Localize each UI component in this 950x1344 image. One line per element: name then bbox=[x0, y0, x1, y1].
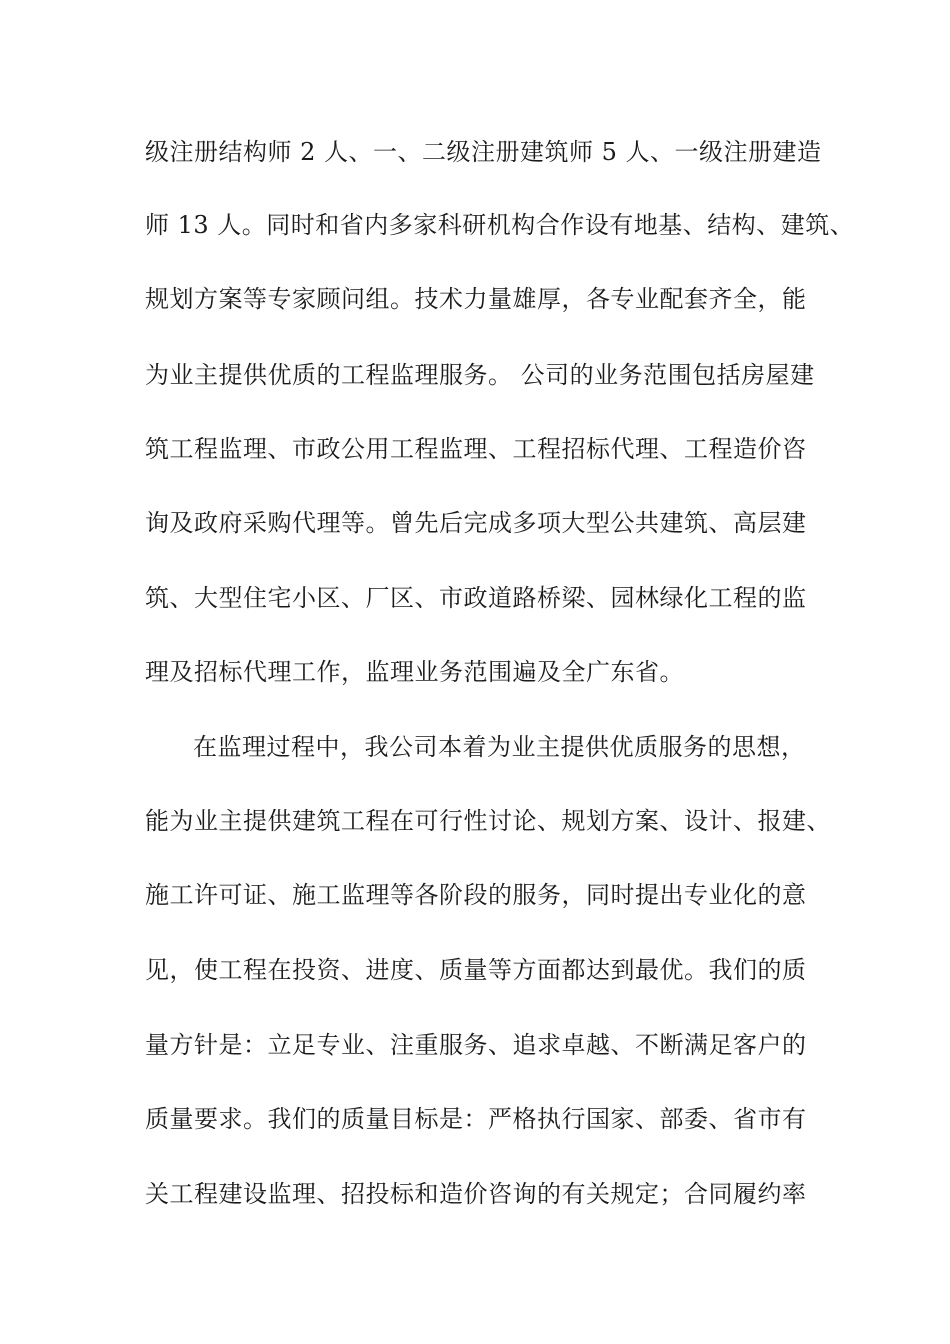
text-line: 施工许可证、施工监理等各阶段的服务，同时提出专业化的意 bbox=[145, 881, 807, 909]
text-line: 关工程建设监理、招投标和造价咨询的有关规定；合同履约率 bbox=[145, 1180, 807, 1208]
text-line: 为业主提供优质的工程监理服务。 公司的业务范围包括房屋建 bbox=[145, 361, 815, 389]
text-line: 理及招标代理工作，监理业务范围遍及全广东省。 bbox=[145, 658, 684, 686]
text-line: 询及政府采购代理等。曾先后完成多项大型公共建筑、高层建 bbox=[145, 509, 807, 537]
text-line: 见，使工程在投资、进度、质量等方面都达到最优。我们的质 bbox=[145, 956, 807, 984]
text-line: 规划方案等专家顾问组。技术力量雄厚，各专业配套齐全，能 bbox=[145, 285, 807, 313]
text-line: 级注册结构师 2 人、一、二级注册建筑师 5 人、一级注册建造 bbox=[145, 138, 822, 166]
text-line: 筑、大型住宅小区、厂区、市政道路桥梁、园林绿化工程的监 bbox=[145, 584, 807, 612]
text-line: 筑工程监理、市政公用工程监理、工程招标代理、工程造价咨 bbox=[145, 435, 807, 463]
text-line: 能为业主提供建筑工程在可行性讨论、规划方案、设计、报建、 bbox=[145, 807, 831, 835]
text-line: 量方针是：立足专业、注重服务、追求卓越、不断满足客户的 bbox=[145, 1031, 807, 1059]
paragraph-first-line: 在监理过程中，我公司本着为业主提供优质服务的思想， bbox=[193, 733, 806, 761]
text-line: 质量要求。我们的质量目标是：严格执行国家、部委、省市有 bbox=[145, 1105, 807, 1133]
text-line: 师 13 人。同时和省内多家科研机构合作设有地基、结构、建筑、 bbox=[145, 211, 855, 239]
